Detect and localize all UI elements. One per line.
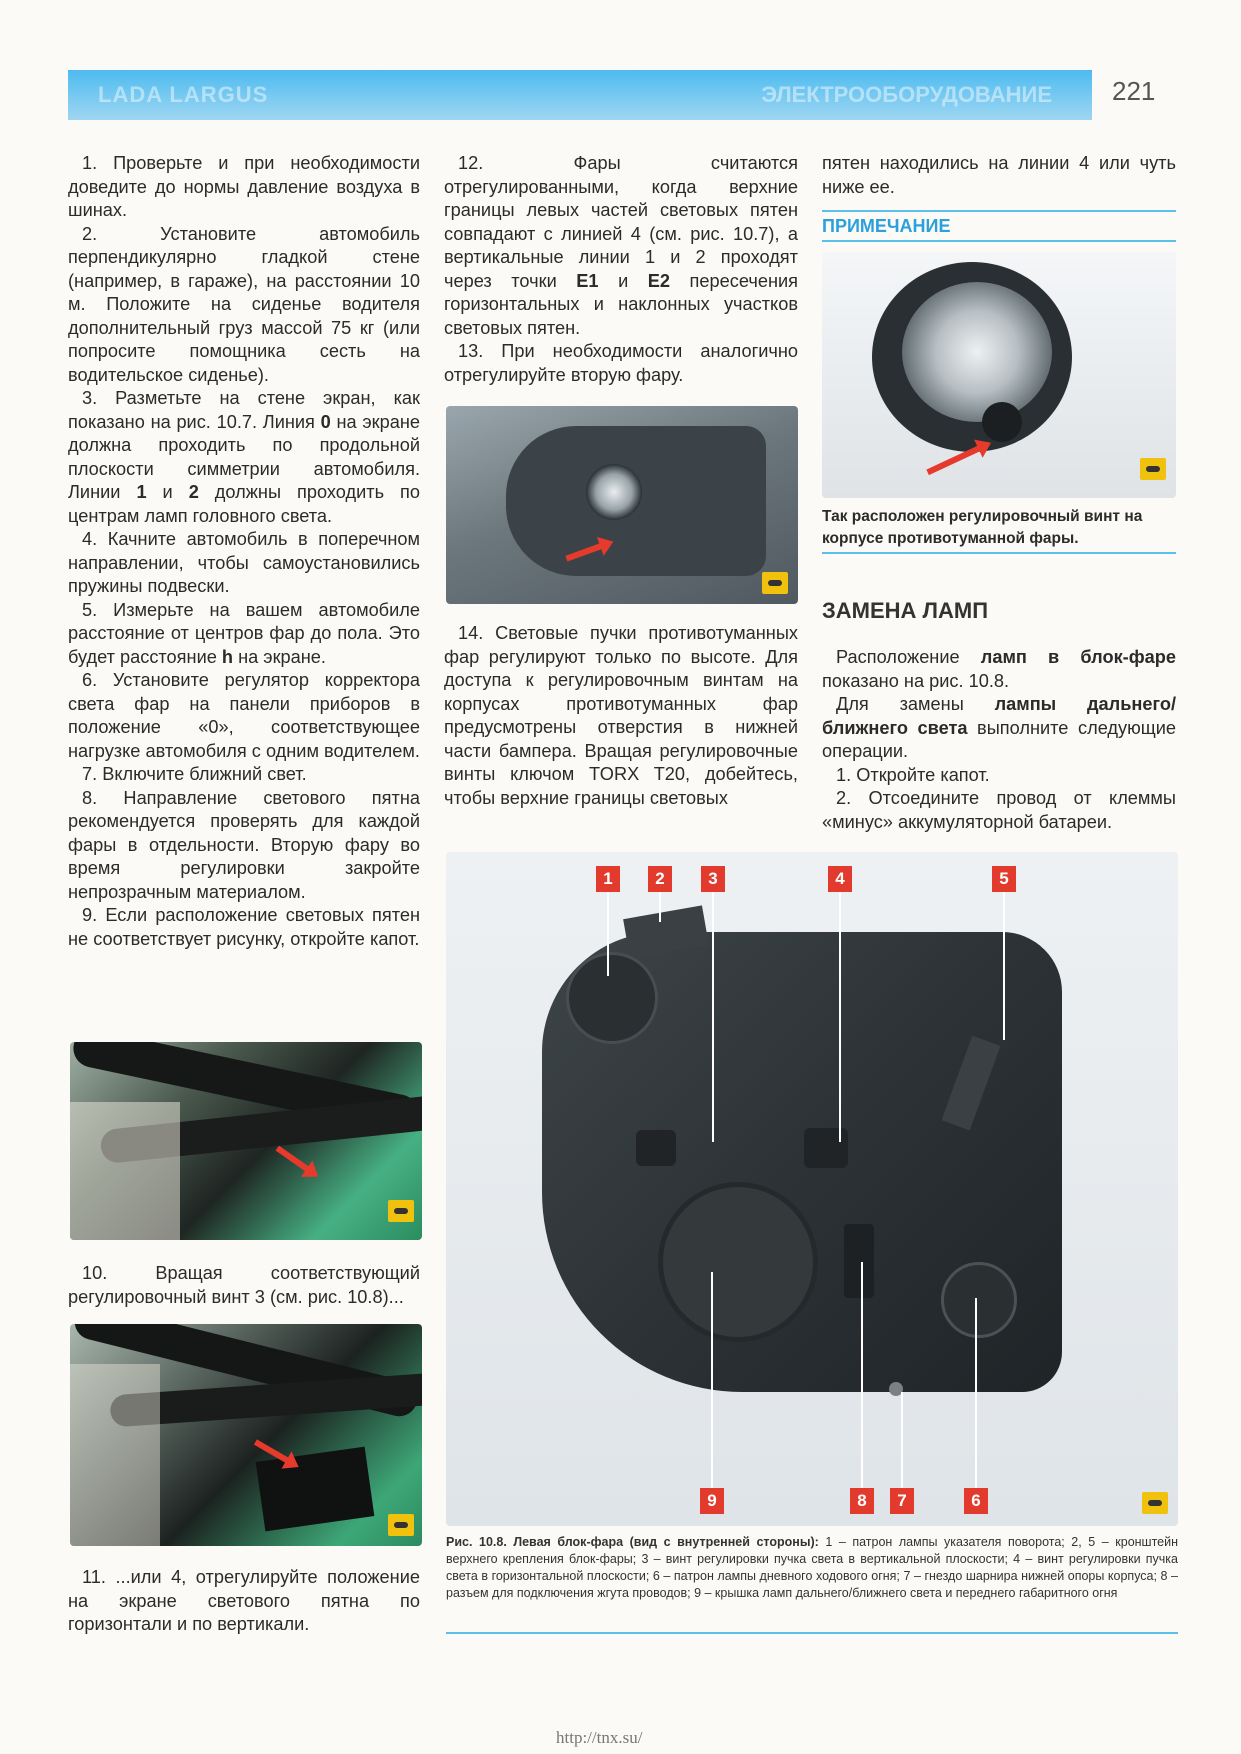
step-11: 11. ...или 4, отрегулируйте положение на экране светового пятна по горизонтали и по вертикали.: [68, 1567, 420, 1634]
step-2: 2. Установите автомобиль перпендикулярно гладкой стене (например, в гараже), на расстоянии 10 м. Положите на сиденье водителя дополнительный груз массой 75 кг (или попросите помощника сесть на водительское сиденье).: [68, 223, 420, 385]
step-8: 8. Направление светового пятна рекомендуется проверять для каждой фары в отдельности. Вторую фару во время регулировки закройте непрозрачным материалом.: [68, 787, 420, 902]
tool-badge-icon: [388, 1514, 414, 1536]
section-heading: ЗАМЕНА ЛАМП: [822, 598, 989, 623]
step-14: 14. Световые пучки противотуманных фар регулируют только по высоте. Для доступа к регулировочным винтам на корпусах противотуманных фар предусмотрены отверстия в нижней части бампера. Вращая регулировочные винты ключом TORX T20, добейтесь, чтобы верхние границы световых: [444, 623, 798, 808]
footer-url: http://tnx.su/: [556, 1728, 643, 1747]
label-7: 7: [890, 1488, 914, 1514]
step-5: 5. Измерьте на вашем автомобиле расстояние от центров фар до пола. Это будет расстояние h на экране.: [68, 599, 420, 667]
leader-5: [1003, 892, 1005, 1040]
step-9: 9. Если расположение световых пятен не соответствует рисунку, откройте капот.: [68, 905, 420, 949]
label-6: 6: [964, 1488, 988, 1514]
figure-caption: Рис. 10.8. Левая блок-фара (вид с внутренней стороны): 1 – патрон лампы указателя поворота; 2, 5 – кронштейн верхнего крепления блок-фары; 3 – винт регулировки пучка света в вертикальной плоскости; 4 – винт регулировки пучка света в горизонтальной плоскости; 6 – патрон лампы дневного ходового огня; 7 – гнездо шарнира нижней опоры корпуса; 8 – разъем для подключения жгута проводов; 9 – крышка ламп дальнего/ближнего света и переднего габаритного огня: [446, 1535, 1178, 1600]
leader-7: [901, 1392, 903, 1488]
step-12: 12. Фары считаются отрегулированными, когда верхние границы левых частей световых пятен совпадают с линией 4 (см. рис. 10.7), а вертикальные линии 1 и 2 проходят через точки E1 и E2 пересечения горизонтальных и наклонных участков световых пятен.: [444, 153, 798, 338]
tool-badge-icon: [1142, 1492, 1168, 1514]
running-header: [68, 70, 1092, 120]
leader-1: [607, 892, 609, 976]
tool-badge-icon: [1140, 458, 1166, 480]
step-6: 6. Установите регулятор корректора света фар на панели приборов в положение «0», соответствующее нагрузке автомобиля с одним водителем.: [68, 670, 420, 761]
header-right: ЭЛЕКТРООБОРУДОВАНИЕ: [761, 82, 1052, 107]
note-rule-bottom: [822, 552, 1176, 554]
step-7: 7. Включите ближний свет.: [82, 764, 307, 784]
header-left: LADA LARGUS: [98, 82, 269, 107]
replace-step-2: 2. Отсоедините провод от клеммы «минус» аккумуляторной батареи.: [822, 788, 1176, 832]
label-3: 3: [701, 866, 725, 892]
note-title: ПРИМЕЧАНИЕ: [822, 216, 951, 236]
leader-8: [861, 1262, 863, 1488]
replace-step-1: 1. Откройте капот.: [836, 764, 990, 785]
note-rule-mid: [822, 240, 1176, 242]
photo-headlight-adjust-screw-4: [70, 1324, 422, 1546]
step-1: 1. Проверьте и при необходимости доведите до нормы давление воздуха в шинах.: [68, 153, 420, 220]
label-1: 1: [596, 866, 620, 892]
page-number: 221: [1112, 76, 1156, 106]
step-4: 4. Качните автомобиль в поперечном направлении, чтобы самоустановились пружины подвески.: [68, 529, 420, 596]
step-13: 13. При необходимости аналогично отрегулируйте вторую фару.: [444, 341, 798, 385]
tool-badge-icon: [388, 1200, 414, 1222]
leader-3: [712, 892, 714, 1142]
label-8: 8: [850, 1488, 874, 1514]
tool-badge-icon: [762, 572, 788, 594]
column-3-top: [822, 152, 1176, 199]
para-location: Расположение ламп в блок-фаре показано на рис. 10.8.: [822, 647, 1176, 691]
column-3-body: [822, 646, 1176, 834]
step-10-block: [68, 1262, 420, 1309]
label-4: 4: [828, 866, 852, 892]
continuation: пятен находились на линии 4 или чуть ниже ее.: [822, 153, 1176, 197]
leader-2: [659, 892, 661, 922]
label-5: 5: [992, 866, 1016, 892]
step-14-block: [444, 622, 798, 810]
column-1: [68, 152, 420, 951]
label-2: 2: [648, 866, 672, 892]
leader-9: [711, 1272, 713, 1488]
figure-headlight-rear: [446, 852, 1178, 1526]
photo-headlight-adjust-screw-3: [70, 1042, 422, 1240]
note-caption: Так расположен регулировочный винт на корпусе противотуманной фары.: [822, 508, 1143, 547]
step-3: 3. Разметьте на стене экран, как показано на рис. 10.7. Линия 0 на экране должна проходить по продольной плоскости симметрии автомобиля. Линии 1 и 2 должны проходить по центрам ламп головного света.: [68, 388, 421, 526]
note-rule-top: [822, 210, 1176, 212]
photo-fog-lamp-housing: [822, 252, 1176, 498]
label-9: 9: [700, 1488, 724, 1514]
photo-fog-light-bumper: [446, 406, 798, 604]
leader-4: [839, 892, 841, 1142]
caption-rule: [446, 1632, 1178, 1634]
para-replace: Для замены лампы дальнего/ближнего света выполните следующие операции.: [822, 694, 1177, 761]
step-10: 10. Вращая соответствующий регулировочный винт 3 (см. рис. 10.8)...: [68, 1263, 420, 1307]
leader-6: [975, 1298, 977, 1488]
step-11-block: [68, 1566, 420, 1637]
column-2: [444, 152, 798, 387]
